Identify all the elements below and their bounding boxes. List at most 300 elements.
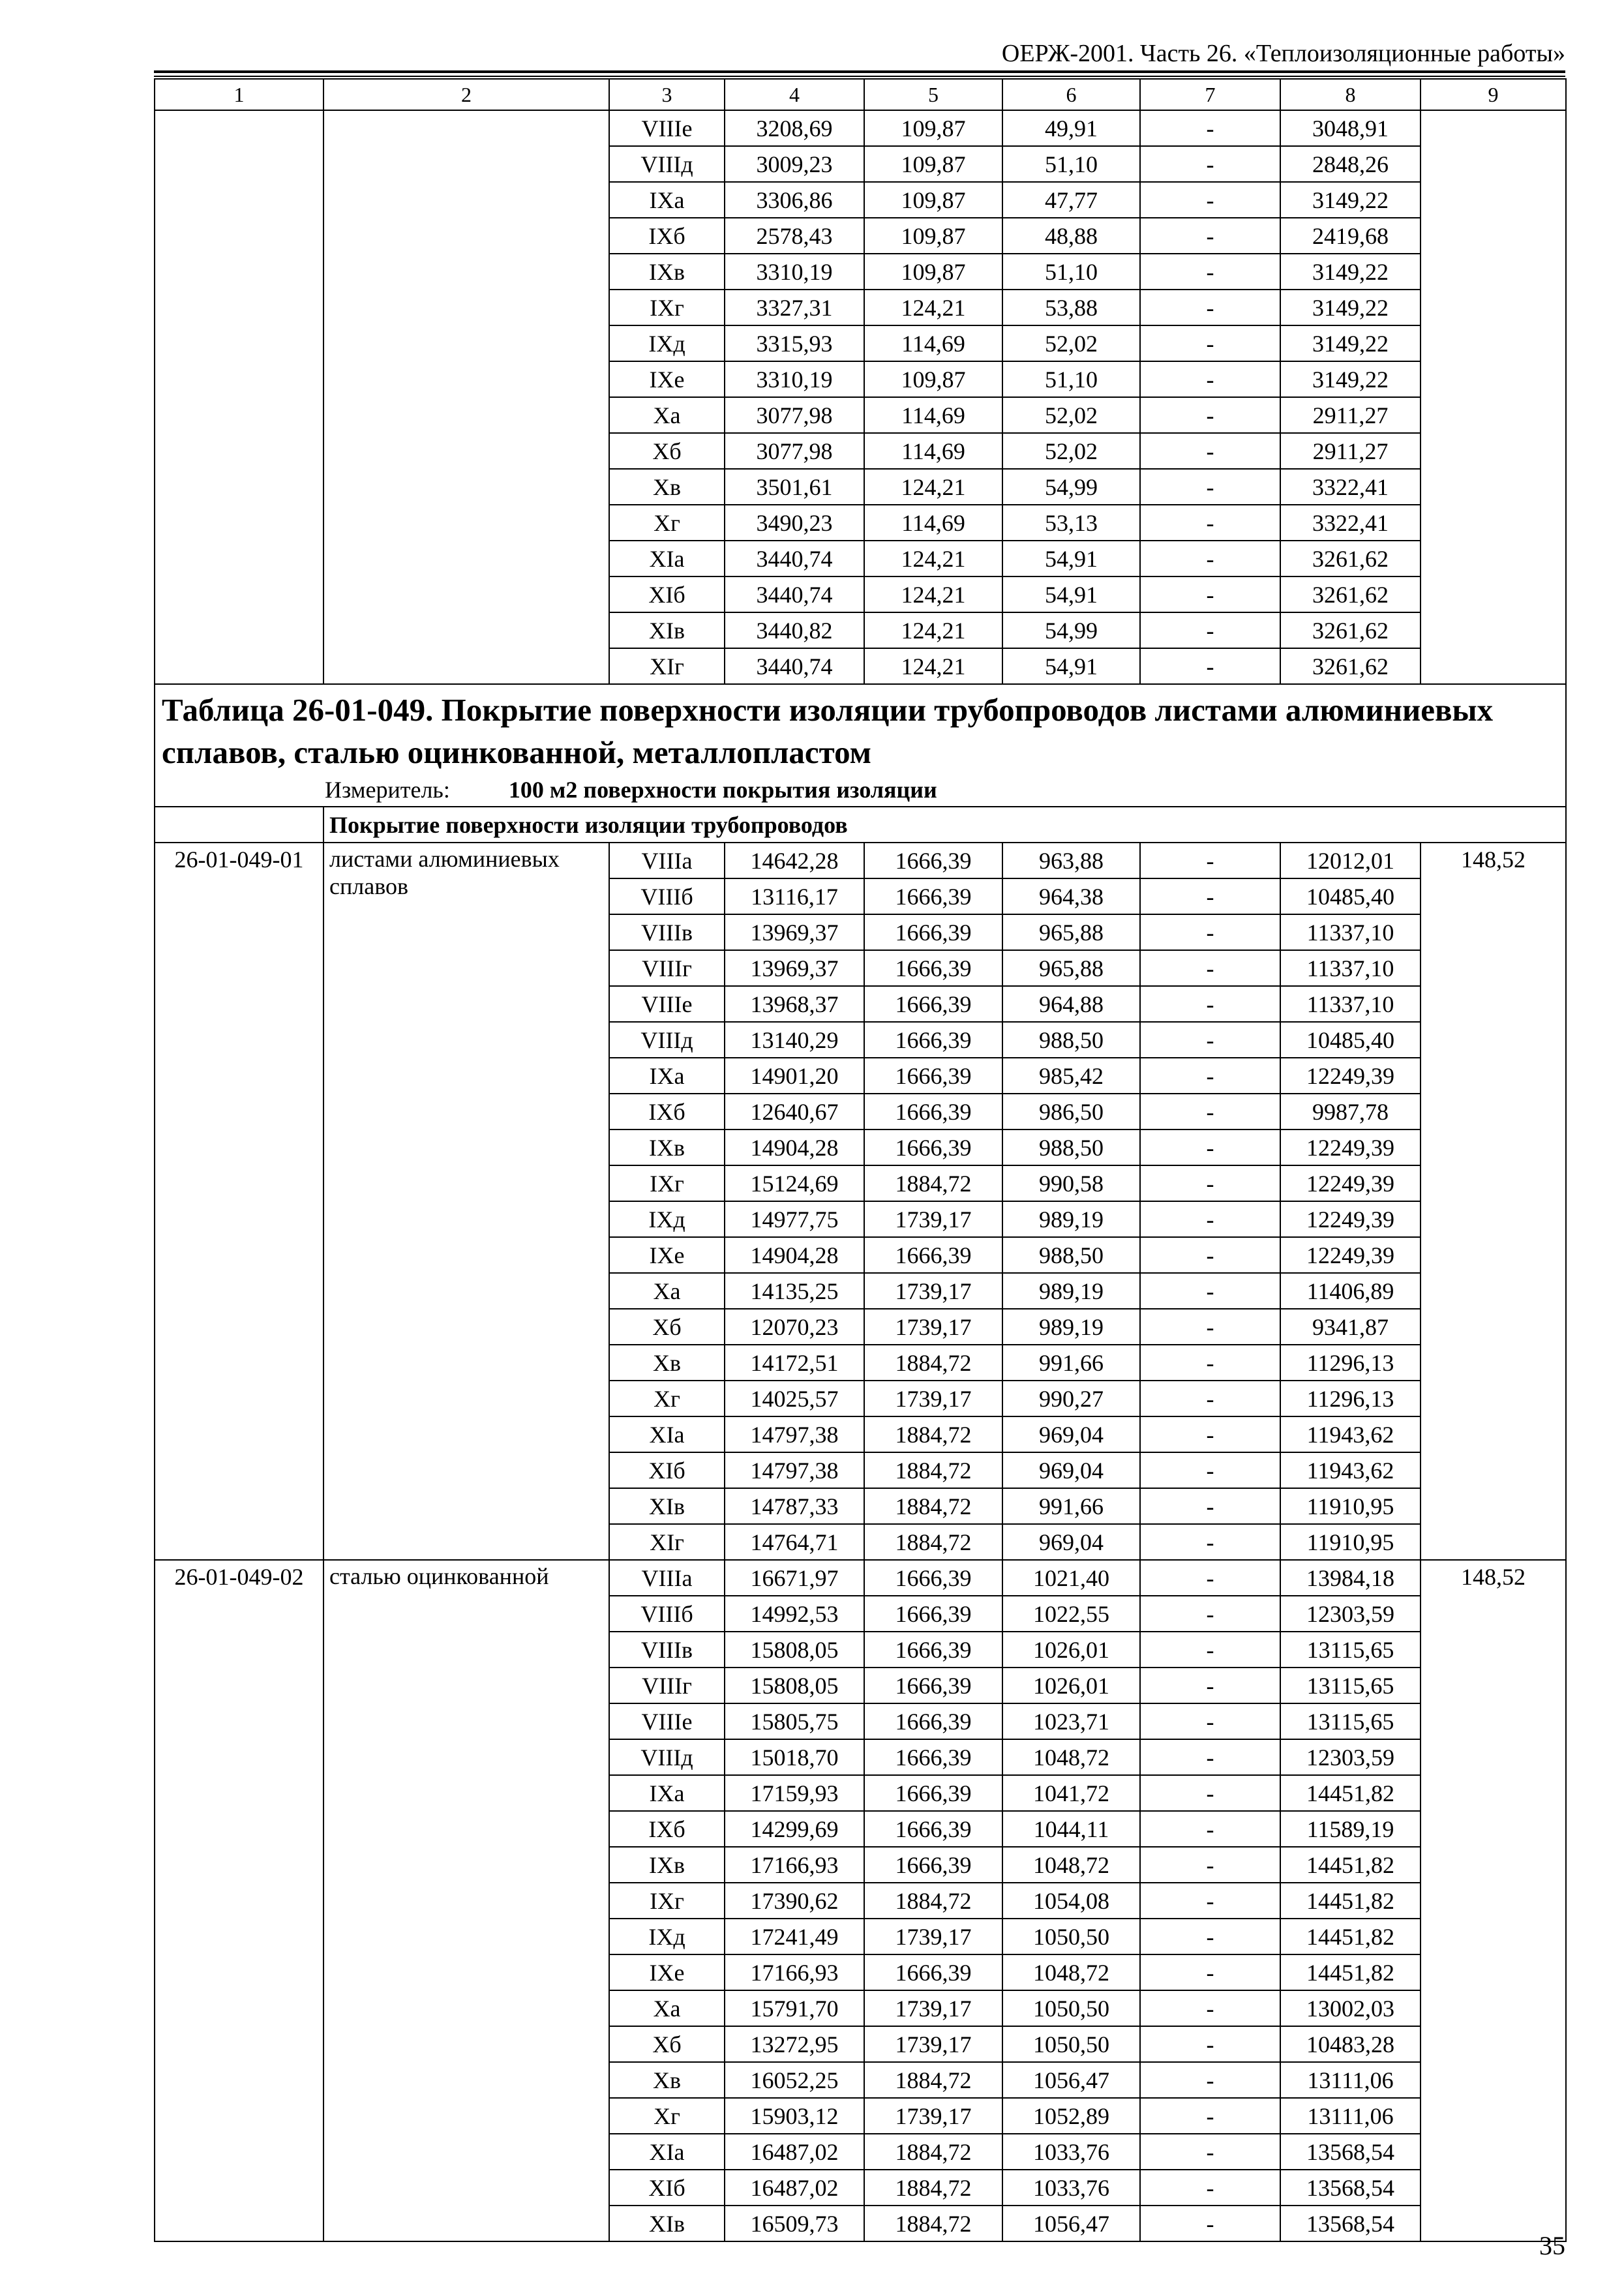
labor-wages: 1884,72 bbox=[864, 1452, 1002, 1488]
direct-costs: 3501,61 bbox=[725, 469, 864, 505]
driver-wages: - bbox=[1140, 110, 1280, 146]
machine-costs: 965,88 bbox=[1002, 914, 1140, 950]
driver-wages: - bbox=[1140, 1883, 1280, 1919]
direct-costs: 17159,93 bbox=[725, 1775, 864, 1811]
direct-costs: 3077,98 bbox=[725, 397, 864, 433]
direct-costs: 13969,37 bbox=[725, 950, 864, 986]
table-title-row bbox=[155, 684, 1566, 807]
driver-wages: - bbox=[1140, 843, 1280, 878]
material-costs: 14451,82 bbox=[1280, 1919, 1421, 1954]
column-number: 3 bbox=[609, 79, 725, 110]
direct-costs: 3440,74 bbox=[725, 541, 864, 576]
rate-code: 26-01-049-02 bbox=[155, 1560, 323, 2241]
direct-costs: 13116,17 bbox=[725, 878, 864, 914]
machine-costs: 990,27 bbox=[1002, 1381, 1140, 1416]
col9-cell-empty bbox=[1421, 110, 1566, 684]
driver-wages: - bbox=[1140, 2062, 1280, 2098]
labor-wages: 114,69 bbox=[864, 325, 1002, 361]
driver-wages: - bbox=[1140, 182, 1280, 218]
material-costs: 3322,41 bbox=[1280, 505, 1421, 541]
direct-costs: 17166,93 bbox=[725, 1954, 864, 1990]
machine-costs: 989,19 bbox=[1002, 1201, 1140, 1237]
machine-costs: 1044,11 bbox=[1002, 1811, 1140, 1847]
labor-wages: 1884,72 bbox=[864, 1883, 1002, 1919]
labor-wages: 124,21 bbox=[864, 576, 1002, 612]
labor-wages: 1666,39 bbox=[864, 878, 1002, 914]
machine-costs: 963,88 bbox=[1002, 843, 1140, 878]
labor-wages: 1666,39 bbox=[864, 1022, 1002, 1058]
direct-costs: 17166,93 bbox=[725, 1847, 864, 1883]
measure-label: Измеритель: bbox=[325, 777, 450, 803]
row-group-code: IXг bbox=[609, 1883, 725, 1919]
row-group-code: IXб bbox=[609, 1094, 725, 1130]
direct-costs: 14172,51 bbox=[725, 1345, 864, 1381]
machine-costs: 1048,72 bbox=[1002, 1739, 1140, 1775]
row-group-code: IXе bbox=[609, 1954, 725, 1990]
driver-wages: - bbox=[1140, 1954, 1280, 1990]
labor-wages: 1884,72 bbox=[864, 1524, 1002, 1560]
row-group-code: Xв bbox=[609, 2062, 725, 2098]
machine-costs: 965,88 bbox=[1002, 950, 1140, 986]
labor-wages: 124,21 bbox=[864, 612, 1002, 648]
driver-wages: - bbox=[1140, 397, 1280, 433]
driver-wages: - bbox=[1140, 2134, 1280, 2170]
machine-costs: 48,88 bbox=[1002, 218, 1140, 254]
machine-costs: 1048,72 bbox=[1002, 1847, 1140, 1883]
labor-wages: 109,87 bbox=[864, 218, 1002, 254]
driver-wages: - bbox=[1140, 1919, 1280, 1954]
machine-costs: 1050,50 bbox=[1002, 1990, 1140, 2026]
labor-wages: 1666,39 bbox=[864, 843, 1002, 878]
measure-value: 100 м2 поверхности покрытия изоляции bbox=[508, 777, 937, 803]
row-group-code: IXв bbox=[609, 1847, 725, 1883]
material-costs: 11296,13 bbox=[1280, 1381, 1421, 1416]
material-costs: 2911,27 bbox=[1280, 433, 1421, 469]
machine-costs: 989,19 bbox=[1002, 1273, 1140, 1309]
direct-costs: 14135,25 bbox=[725, 1273, 864, 1309]
row-group-code: XIв bbox=[609, 2206, 725, 2241]
row-group-code: Xа bbox=[609, 1990, 725, 2026]
material-costs: 3149,22 bbox=[1280, 290, 1421, 325]
labor-wages: 109,87 bbox=[864, 361, 1002, 397]
direct-costs: 3315,93 bbox=[725, 325, 864, 361]
machine-costs: 52,02 bbox=[1002, 325, 1140, 361]
row-group-code: VIIIа bbox=[609, 1560, 725, 1596]
machine-costs: 51,10 bbox=[1002, 254, 1140, 290]
machine-costs: 1056,47 bbox=[1002, 2062, 1140, 2098]
material-costs: 9341,87 bbox=[1280, 1309, 1421, 1345]
machine-costs: 969,04 bbox=[1002, 1416, 1140, 1452]
labor-wages: 1666,39 bbox=[864, 1847, 1002, 1883]
labor-wages: 1739,17 bbox=[864, 1201, 1002, 1237]
direct-costs: 16509,73 bbox=[725, 2206, 864, 2241]
direct-costs: 3440,74 bbox=[725, 648, 864, 684]
machine-costs: 986,50 bbox=[1002, 1094, 1140, 1130]
driver-wages: - bbox=[1140, 1201, 1280, 1237]
machine-costs: 988,50 bbox=[1002, 1130, 1140, 1165]
labor-wages: 114,69 bbox=[864, 397, 1002, 433]
material-costs: 3149,22 bbox=[1280, 325, 1421, 361]
machine-costs: 1021,40 bbox=[1002, 1560, 1140, 1596]
direct-costs: 14904,28 bbox=[725, 1237, 864, 1273]
machine-costs: 969,04 bbox=[1002, 1452, 1140, 1488]
material-costs: 11406,89 bbox=[1280, 1273, 1421, 1309]
labor-wages: 109,87 bbox=[864, 146, 1002, 182]
labor-wages: 1739,17 bbox=[864, 1381, 1002, 1416]
row-group-code: IXд bbox=[609, 1201, 725, 1237]
material-costs: 12303,59 bbox=[1280, 1596, 1421, 1632]
driver-wages: - bbox=[1140, 1416, 1280, 1452]
driver-wages: - bbox=[1140, 576, 1280, 612]
machine-costs: 1023,71 bbox=[1002, 1703, 1140, 1739]
labor-wages: 1884,72 bbox=[864, 1165, 1002, 1201]
direct-costs: 16052,25 bbox=[725, 2062, 864, 2098]
direct-costs: 3077,98 bbox=[725, 433, 864, 469]
row-group-code: IXд bbox=[609, 1919, 725, 1954]
labor-wages: 1884,72 bbox=[864, 2170, 1002, 2206]
direct-costs: 14025,57 bbox=[725, 1381, 864, 1416]
material-costs: 3261,62 bbox=[1280, 612, 1421, 648]
labor-wages: 1884,72 bbox=[864, 1488, 1002, 1524]
direct-costs: 3208,69 bbox=[725, 110, 864, 146]
direct-costs: 3310,19 bbox=[725, 361, 864, 397]
material-costs: 13115,65 bbox=[1280, 1632, 1421, 1668]
driver-wages: - bbox=[1140, 1488, 1280, 1524]
machine-costs: 54,99 bbox=[1002, 469, 1140, 505]
driver-wages: - bbox=[1140, 218, 1280, 254]
material-costs: 11337,10 bbox=[1280, 914, 1421, 950]
row-group-code: Xв bbox=[609, 469, 725, 505]
row-group-code: IXг bbox=[609, 290, 725, 325]
direct-costs: 3009,23 bbox=[725, 146, 864, 182]
machine-costs: 54,91 bbox=[1002, 576, 1140, 612]
direct-costs: 15805,75 bbox=[725, 1703, 864, 1739]
row-group-code: Xг bbox=[609, 2098, 725, 2134]
direct-costs: 12070,23 bbox=[725, 1309, 864, 1345]
labor-wages: 1884,72 bbox=[864, 2134, 1002, 2170]
direct-costs: 16487,02 bbox=[725, 2134, 864, 2170]
material-costs: 12012,01 bbox=[1280, 843, 1421, 878]
driver-wages: - bbox=[1140, 1739, 1280, 1775]
labor-wages: 124,21 bbox=[864, 469, 1002, 505]
direct-costs: 14904,28 bbox=[725, 1130, 864, 1165]
material-costs: 13568,54 bbox=[1280, 2170, 1421, 2206]
row-group-code: VIIIе bbox=[609, 1703, 725, 1739]
machine-costs: 1041,72 bbox=[1002, 1775, 1140, 1811]
row-group-code: IXд bbox=[609, 325, 725, 361]
row-group-code: VIIIд bbox=[609, 146, 725, 182]
row-group-code: XIг bbox=[609, 648, 725, 684]
machine-costs: 51,10 bbox=[1002, 361, 1140, 397]
labor-hours: 148,52 bbox=[1421, 1560, 1566, 2241]
labor-wages: 1884,72 bbox=[864, 1345, 1002, 1381]
row-group-code: XIб bbox=[609, 1452, 725, 1488]
machine-costs: 53,13 bbox=[1002, 505, 1140, 541]
row-group-code: VIIIа bbox=[609, 843, 725, 878]
labor-wages: 1666,39 bbox=[864, 1668, 1002, 1703]
material-costs: 11337,10 bbox=[1280, 986, 1421, 1022]
row-group-code: VIIIд bbox=[609, 1739, 725, 1775]
machine-costs: 53,88 bbox=[1002, 290, 1140, 325]
driver-wages: - bbox=[1140, 2206, 1280, 2241]
material-costs: 14451,82 bbox=[1280, 1847, 1421, 1883]
row-group-code: Xг bbox=[609, 1381, 725, 1416]
table-row bbox=[155, 843, 1566, 878]
material-costs: 13111,06 bbox=[1280, 2062, 1421, 2098]
driver-wages: - bbox=[1140, 1990, 1280, 2026]
driver-wages: - bbox=[1140, 433, 1280, 469]
row-group-code: XIб bbox=[609, 2170, 725, 2206]
driver-wages: - bbox=[1140, 1668, 1280, 1703]
labor-wages: 1884,72 bbox=[864, 2062, 1002, 2098]
driver-wages: - bbox=[1140, 1345, 1280, 1381]
row-group-code: VIIIг bbox=[609, 1668, 725, 1703]
driver-wages: - bbox=[1140, 2170, 1280, 2206]
material-costs: 2911,27 bbox=[1280, 397, 1421, 433]
material-costs: 11910,95 bbox=[1280, 1524, 1421, 1560]
direct-costs: 14642,28 bbox=[725, 843, 864, 878]
header-rule-thin bbox=[154, 76, 1565, 77]
direct-costs: 14797,38 bbox=[725, 1416, 864, 1452]
material-costs: 13568,54 bbox=[1280, 2134, 1421, 2170]
material-costs: 12249,39 bbox=[1280, 1237, 1421, 1273]
column-number: 8 bbox=[1280, 79, 1421, 110]
direct-costs: 14764,71 bbox=[725, 1524, 864, 1560]
row-group-code: VIIIд bbox=[609, 1022, 725, 1058]
labor-wages: 1739,17 bbox=[864, 1919, 1002, 1954]
row-group-code: Xб bbox=[609, 1309, 725, 1345]
labor-wages: 1666,39 bbox=[864, 1775, 1002, 1811]
row-group-code: Xа bbox=[609, 397, 725, 433]
machine-costs: 1026,01 bbox=[1002, 1632, 1140, 1668]
subheading: Покрытие поверхности изоляции трубопроводов bbox=[323, 807, 1566, 843]
machine-costs: 1048,72 bbox=[1002, 1954, 1140, 1990]
driver-wages: - bbox=[1140, 1094, 1280, 1130]
machine-costs: 990,58 bbox=[1002, 1165, 1140, 1201]
driver-wages: - bbox=[1140, 1452, 1280, 1488]
material-costs: 12303,59 bbox=[1280, 1739, 1421, 1775]
labor-wages: 1739,17 bbox=[864, 1309, 1002, 1345]
direct-costs: 15903,12 bbox=[725, 2098, 864, 2134]
labor-wages: 1666,39 bbox=[864, 1237, 1002, 1273]
row-group-code: IXа bbox=[609, 182, 725, 218]
direct-costs: 15791,70 bbox=[725, 1990, 864, 2026]
material-costs: 12249,39 bbox=[1280, 1058, 1421, 1094]
rate-name: листами алюминиевых сплавов bbox=[323, 843, 609, 1560]
row-group-code: IXг bbox=[609, 1165, 725, 1201]
row-group-code: XIб bbox=[609, 576, 725, 612]
subheading-row bbox=[155, 807, 1566, 843]
material-costs: 14451,82 bbox=[1280, 1883, 1421, 1919]
labor-wages: 124,21 bbox=[864, 541, 1002, 576]
machine-costs: 989,19 bbox=[1002, 1309, 1140, 1345]
machine-costs: 969,04 bbox=[1002, 1524, 1140, 1560]
direct-costs: 14977,75 bbox=[725, 1201, 864, 1237]
labor-hours: 148,52 bbox=[1421, 843, 1566, 1560]
material-costs: 9987,78 bbox=[1280, 1094, 1421, 1130]
table-row bbox=[155, 110, 1566, 146]
driver-wages: - bbox=[1140, 1560, 1280, 1596]
driver-wages: - bbox=[1140, 1811, 1280, 1847]
subheading-empty bbox=[155, 807, 323, 843]
row-group-code: Xв bbox=[609, 1345, 725, 1381]
direct-costs: 13140,29 bbox=[725, 1022, 864, 1058]
machine-costs: 54,91 bbox=[1002, 648, 1140, 684]
driver-wages: - bbox=[1140, 1309, 1280, 1345]
machine-costs: 52,02 bbox=[1002, 433, 1140, 469]
machine-costs: 1054,08 bbox=[1002, 1883, 1140, 1919]
material-costs: 10485,40 bbox=[1280, 1022, 1421, 1058]
row-group-code: Xа bbox=[609, 1273, 725, 1309]
material-costs: 3048,91 bbox=[1280, 110, 1421, 146]
labor-wages: 1739,17 bbox=[864, 1990, 1002, 2026]
material-costs: 13002,03 bbox=[1280, 1990, 1421, 2026]
direct-costs: 2578,43 bbox=[725, 218, 864, 254]
driver-wages: - bbox=[1140, 361, 1280, 397]
labor-wages: 1666,39 bbox=[864, 1130, 1002, 1165]
material-costs: 11589,19 bbox=[1280, 1811, 1421, 1847]
direct-costs: 17390,62 bbox=[725, 1883, 864, 1919]
row-group-code: XIа bbox=[609, 1416, 725, 1452]
material-costs: 11337,10 bbox=[1280, 950, 1421, 986]
direct-costs: 13968,37 bbox=[725, 986, 864, 1022]
column-number: 2 bbox=[323, 79, 609, 110]
row-group-code: VIIIе bbox=[609, 986, 725, 1022]
table-title: Таблица 26-01-049. Покрытие поверхности изоляции трубопроводов листами алюминиевых сплавов, сталью оцинкованной, металлопластом bbox=[162, 692, 1494, 771]
row-group-code: IXа bbox=[609, 1058, 725, 1094]
driver-wages: - bbox=[1140, 290, 1280, 325]
material-costs: 2848,26 bbox=[1280, 146, 1421, 182]
driver-wages: - bbox=[1140, 1381, 1280, 1416]
row-group-code: IXв bbox=[609, 1130, 725, 1165]
direct-costs: 13969,37 bbox=[725, 914, 864, 950]
machine-costs: 1026,01 bbox=[1002, 1668, 1140, 1703]
direct-costs: 3440,82 bbox=[725, 612, 864, 648]
driver-wages: - bbox=[1140, 648, 1280, 684]
direct-costs: 3440,74 bbox=[725, 576, 864, 612]
column-number: 5 bbox=[864, 79, 1002, 110]
driver-wages: - bbox=[1140, 914, 1280, 950]
direct-costs: 12640,67 bbox=[725, 1094, 864, 1130]
rate-code: 26-01-049-01 bbox=[155, 843, 323, 1560]
measure-line bbox=[162, 773, 1559, 803]
direct-costs: 17241,49 bbox=[725, 1919, 864, 1954]
direct-costs: 14299,69 bbox=[725, 1811, 864, 1847]
material-costs: 10485,40 bbox=[1280, 878, 1421, 914]
labor-wages: 1666,39 bbox=[864, 1596, 1002, 1632]
machine-costs: 1022,55 bbox=[1002, 1596, 1140, 1632]
labor-wages: 1884,72 bbox=[864, 1416, 1002, 1452]
machine-costs: 1056,47 bbox=[1002, 2206, 1140, 2241]
labor-wages: 1666,39 bbox=[864, 1703, 1002, 1739]
direct-costs: 16671,97 bbox=[725, 1560, 864, 1596]
material-costs: 14451,82 bbox=[1280, 1954, 1421, 1990]
direct-costs: 15808,05 bbox=[725, 1668, 864, 1703]
material-costs: 12249,39 bbox=[1280, 1130, 1421, 1165]
table-title-cell bbox=[155, 684, 1566, 807]
driver-wages: - bbox=[1140, 986, 1280, 1022]
machine-costs: 54,91 bbox=[1002, 541, 1140, 576]
machine-costs: 1052,89 bbox=[1002, 2098, 1140, 2134]
material-costs: 11910,95 bbox=[1280, 1488, 1421, 1524]
direct-costs: 14797,38 bbox=[725, 1452, 864, 1488]
row-group-code: XIв bbox=[609, 1488, 725, 1524]
labor-wages: 1666,39 bbox=[864, 1560, 1002, 1596]
direct-costs: 14901,20 bbox=[725, 1058, 864, 1094]
row-group-code: VIIIв bbox=[609, 1632, 725, 1668]
labor-wages: 1666,39 bbox=[864, 986, 1002, 1022]
column-number: 6 bbox=[1002, 79, 1140, 110]
material-costs: 3261,62 bbox=[1280, 648, 1421, 684]
labor-wages: 124,21 bbox=[864, 290, 1002, 325]
row-group-code: Xб bbox=[609, 2026, 725, 2062]
machine-costs: 991,66 bbox=[1002, 1345, 1140, 1381]
row-group-code: VIIIб bbox=[609, 878, 725, 914]
labor-wages: 1739,17 bbox=[864, 2098, 1002, 2134]
row-group-code: IXб bbox=[609, 1811, 725, 1847]
machine-costs: 964,38 bbox=[1002, 878, 1140, 914]
material-costs: 13115,65 bbox=[1280, 1668, 1421, 1703]
name-cell-empty bbox=[323, 110, 609, 684]
direct-costs: 15124,69 bbox=[725, 1165, 864, 1201]
labor-wages: 1739,17 bbox=[864, 1273, 1002, 1309]
driver-wages: - bbox=[1140, 612, 1280, 648]
machine-costs: 1050,50 bbox=[1002, 2026, 1140, 2062]
page-number: 35 bbox=[1539, 2231, 1565, 2260]
material-costs: 3261,62 bbox=[1280, 576, 1421, 612]
driver-wages: - bbox=[1140, 1165, 1280, 1201]
driver-wages: - bbox=[1140, 878, 1280, 914]
machine-costs: 985,42 bbox=[1002, 1058, 1140, 1094]
machine-costs: 49,91 bbox=[1002, 110, 1140, 146]
machine-costs: 964,88 bbox=[1002, 986, 1140, 1022]
labor-wages: 1666,39 bbox=[864, 1094, 1002, 1130]
labor-wages: 1666,39 bbox=[864, 1632, 1002, 1668]
labor-wages: 109,87 bbox=[864, 254, 1002, 290]
row-group-code: IXа bbox=[609, 1775, 725, 1811]
material-costs: 10483,28 bbox=[1280, 2026, 1421, 2062]
driver-wages: - bbox=[1140, 254, 1280, 290]
row-group-code: XIв bbox=[609, 612, 725, 648]
labor-wages: 1666,39 bbox=[864, 1739, 1002, 1775]
direct-costs: 3490,23 bbox=[725, 505, 864, 541]
driver-wages: - bbox=[1140, 541, 1280, 576]
row-group-code: VIIIв bbox=[609, 914, 725, 950]
row-group-code: IXб bbox=[609, 218, 725, 254]
header-rule-thick bbox=[154, 70, 1565, 73]
machine-costs: 988,50 bbox=[1002, 1022, 1140, 1058]
direct-costs: 3327,31 bbox=[725, 290, 864, 325]
material-costs: 11943,62 bbox=[1280, 1416, 1421, 1452]
labor-wages: 114,69 bbox=[864, 505, 1002, 541]
labor-wages: 1666,39 bbox=[864, 1811, 1002, 1847]
labor-wages: 124,21 bbox=[864, 648, 1002, 684]
labor-wages: 1666,39 bbox=[864, 950, 1002, 986]
row-group-code: VIIIб bbox=[609, 1596, 725, 1632]
material-costs: 11943,62 bbox=[1280, 1452, 1421, 1488]
driver-wages: - bbox=[1140, 2098, 1280, 2134]
material-costs: 3149,22 bbox=[1280, 361, 1421, 397]
driver-wages: - bbox=[1140, 2026, 1280, 2062]
labor-wages: 1666,39 bbox=[864, 914, 1002, 950]
driver-wages: - bbox=[1140, 950, 1280, 986]
running-header: ОЕРЖ-2001. Часть 26. «Теплоизоляционные работы» bbox=[1001, 40, 1565, 67]
material-costs: 3149,22 bbox=[1280, 182, 1421, 218]
driver-wages: - bbox=[1140, 1632, 1280, 1668]
material-costs: 3322,41 bbox=[1280, 469, 1421, 505]
material-costs: 11296,13 bbox=[1280, 1345, 1421, 1381]
column-number-row bbox=[155, 79, 1566, 110]
